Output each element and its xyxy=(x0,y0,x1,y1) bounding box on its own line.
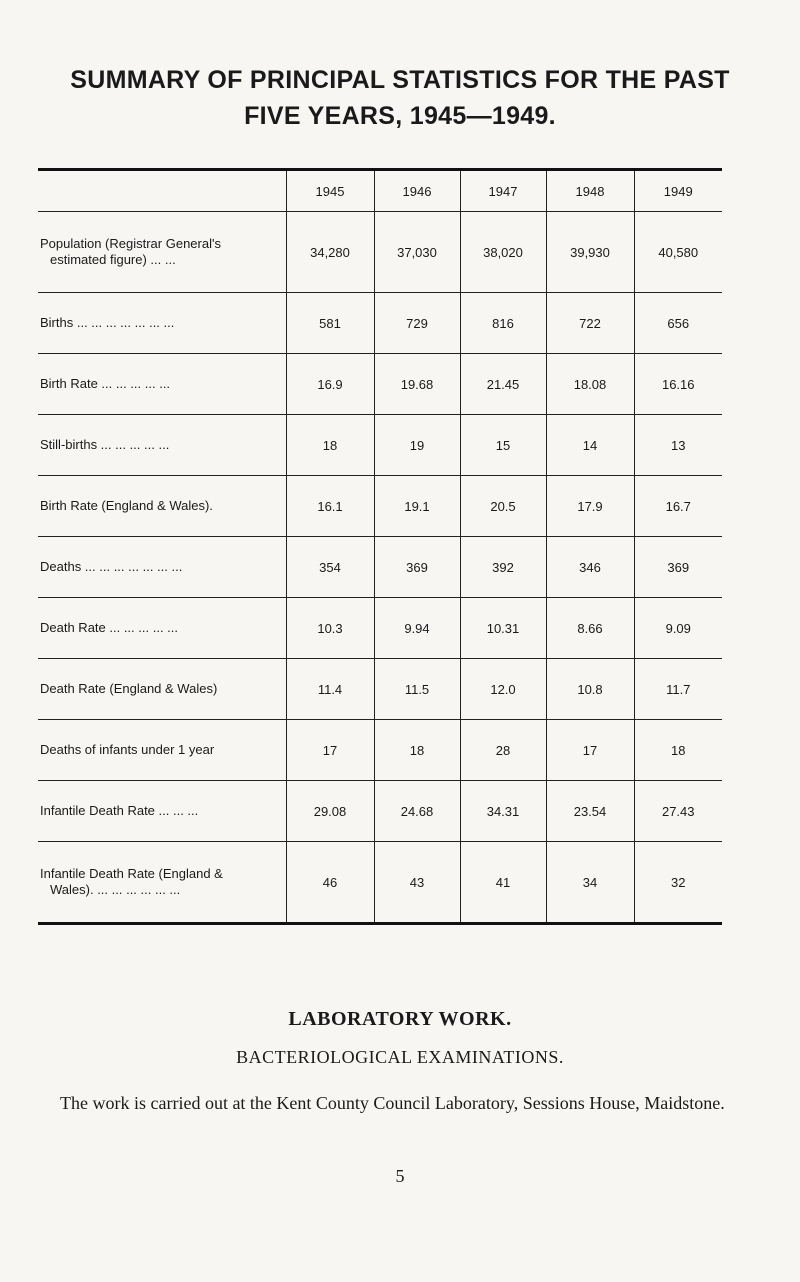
table-cell: 28 xyxy=(460,720,546,781)
table-cell: 392 xyxy=(460,537,546,598)
table-row xyxy=(38,415,722,476)
row-label xyxy=(38,293,286,354)
table-cell: 29.08 xyxy=(286,781,374,842)
table-cell: 21.45 xyxy=(460,354,546,415)
title-line-1: SUMMARY OF PRINCIPAL STATISTICS FOR THE PAST xyxy=(70,66,730,94)
table-cell: 10.3 xyxy=(286,598,374,659)
row-label-line-1: Birth Rate ... ... ... ... ... xyxy=(40,376,171,391)
table-row xyxy=(38,354,722,415)
table-cell: 16.7 xyxy=(634,476,722,537)
table-cell: 17.9 xyxy=(546,476,634,537)
table-row xyxy=(38,212,722,293)
table-cell: 39,930 xyxy=(546,212,634,293)
table-row xyxy=(38,537,722,598)
table-cell: 8.66 xyxy=(546,598,634,659)
header-year: 1947 xyxy=(460,170,546,212)
table-cell: 37,030 xyxy=(374,212,460,293)
table-cell: 369 xyxy=(634,537,722,598)
header-year: 1946 xyxy=(374,170,460,212)
header-corner xyxy=(38,170,286,212)
row-label-line-1: Infantile Death Rate ... ... ... xyxy=(40,803,199,818)
row-label xyxy=(38,476,286,537)
table-cell: 729 xyxy=(374,293,460,354)
lab-section-title: LABORATORY WORK. xyxy=(288,1008,512,1030)
page-title xyxy=(0,62,800,134)
table-cell: 34.31 xyxy=(460,781,546,842)
row-label-line-1: Birth Rate (England & Wales). xyxy=(40,498,213,513)
table-cell: 24.68 xyxy=(374,781,460,842)
header-year: 1949 xyxy=(634,170,722,212)
statistics-table xyxy=(38,168,722,925)
table-cell: 17 xyxy=(286,720,374,781)
table-cell: 16.16 xyxy=(634,354,722,415)
table-cell: 34,280 xyxy=(286,212,374,293)
table-cell: 34 xyxy=(546,842,634,924)
table-cell: 19.1 xyxy=(374,476,460,537)
table-cell: 41 xyxy=(460,842,546,924)
table-cell: 11.7 xyxy=(634,659,722,720)
table-cell: 18 xyxy=(286,415,374,476)
table-header-row xyxy=(38,170,722,212)
table-cell: 369 xyxy=(374,537,460,598)
table-cell: 14 xyxy=(546,415,634,476)
lab-section-subtitle: BACTERIOLOGICAL EXAMINATIONS. xyxy=(236,1047,564,1067)
table-cell: 20.5 xyxy=(460,476,546,537)
table-cell: 656 xyxy=(634,293,722,354)
table-cell: 46 xyxy=(286,842,374,924)
table-cell: 354 xyxy=(286,537,374,598)
table-cell: 17 xyxy=(546,720,634,781)
table-row xyxy=(38,842,722,924)
table-row xyxy=(38,476,722,537)
table-cell: 13 xyxy=(634,415,722,476)
table-row xyxy=(38,720,722,781)
table-cell: 23.54 xyxy=(546,781,634,842)
table-cell: 346 xyxy=(546,537,634,598)
table-row xyxy=(38,293,722,354)
table-cell: 12.0 xyxy=(460,659,546,720)
table-row xyxy=(38,659,722,720)
table-cell: 43 xyxy=(374,842,460,924)
table-cell: 19.68 xyxy=(374,354,460,415)
table-cell: 581 xyxy=(286,293,374,354)
row-label xyxy=(38,537,286,598)
row-label xyxy=(38,598,286,659)
row-label xyxy=(38,212,286,293)
table-row xyxy=(38,781,722,842)
row-label-line-1: Deaths ... ... ... ... ... ... ... xyxy=(40,559,183,574)
row-label-line-1: Still-births ... ... ... ... ... xyxy=(40,437,170,452)
row-label-line-2: Wales). ... ... ... ... ... ... xyxy=(50,882,181,897)
header-year: 1945 xyxy=(286,170,374,212)
table-cell: 9.09 xyxy=(634,598,722,659)
row-label-line-2: estimated figure) ... ... xyxy=(50,252,176,267)
page-number: 5 xyxy=(395,1166,405,1186)
table-cell: 816 xyxy=(460,293,546,354)
table-cell: 38,020 xyxy=(460,212,546,293)
table-cell: 18 xyxy=(634,720,722,781)
table-cell: 722 xyxy=(546,293,634,354)
header-year: 1948 xyxy=(546,170,634,212)
table-row xyxy=(38,598,722,659)
row-label xyxy=(38,842,286,924)
lab-paragraph: The work is carried out at the Kent County Council Laboratory, Sessions House, Maidstone. xyxy=(60,1093,725,1113)
table-cell: 16.1 xyxy=(286,476,374,537)
table-cell: 10.31 xyxy=(460,598,546,659)
row-label xyxy=(38,659,286,720)
row-label-line-1: Population (Registrar General's xyxy=(40,236,221,251)
table-cell: 19 xyxy=(374,415,460,476)
table-cell: 10.8 xyxy=(546,659,634,720)
table-cell: 27.43 xyxy=(634,781,722,842)
table-cell: 9.94 xyxy=(374,598,460,659)
row-label-line-1: Deaths of infants under 1 year xyxy=(40,742,215,757)
row-label xyxy=(38,781,286,842)
table-cell: 18 xyxy=(374,720,460,781)
row-label xyxy=(38,354,286,415)
table-cell: 11.5 xyxy=(374,659,460,720)
title-line-2: FIVE YEARS, 1945—1949. xyxy=(244,102,556,130)
table-cell: 40,580 xyxy=(634,212,722,293)
row-label-line-1: Infantile Death Rate (England & xyxy=(40,866,223,881)
row-label-line-1: Death Rate (England & Wales) xyxy=(40,681,218,696)
row-label-line-1: Death Rate ... ... ... ... ... xyxy=(40,620,178,635)
table-cell: 32 xyxy=(634,842,722,924)
table-cell: 11.4 xyxy=(286,659,374,720)
table-cell: 16.9 xyxy=(286,354,374,415)
row-label xyxy=(38,415,286,476)
row-label xyxy=(38,720,286,781)
row-label-line-1: Births ... ... ... ... ... ... ... xyxy=(40,315,175,330)
table-cell: 15 xyxy=(460,415,546,476)
table-cell: 18.08 xyxy=(546,354,634,415)
